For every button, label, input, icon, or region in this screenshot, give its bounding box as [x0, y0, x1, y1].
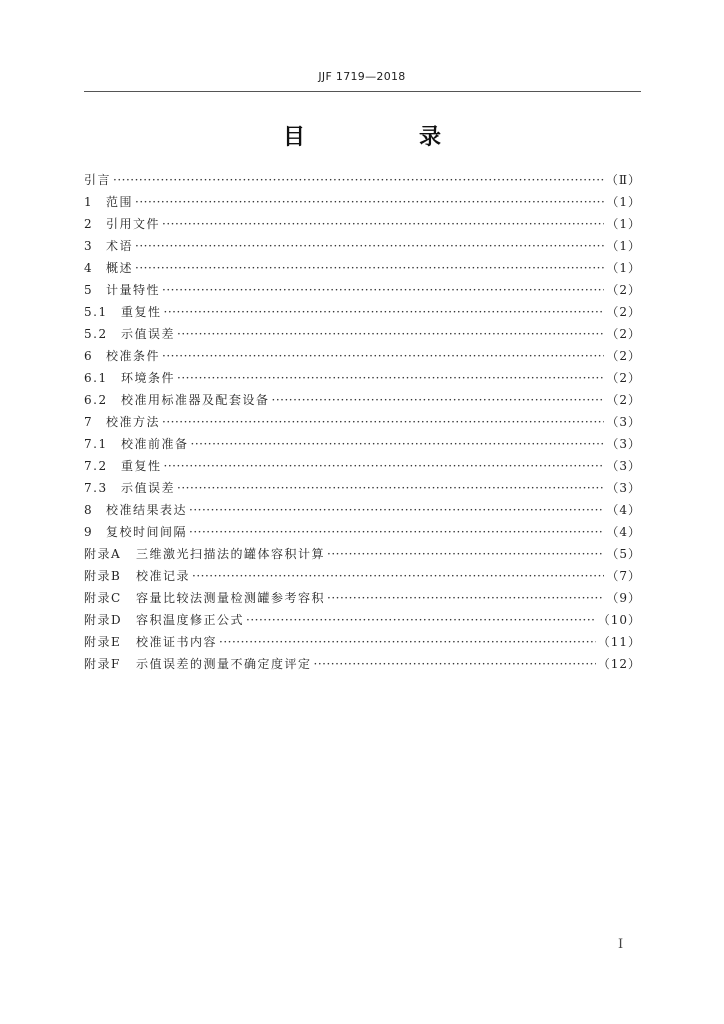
toc-leader: [327, 543, 604, 565]
toc-number: 4: [84, 261, 94, 275]
toc-number: 6.1: [84, 371, 108, 385]
toc-entry[interactable]: [84, 279, 641, 301]
toc-label: 容量比较法测量检测罐参考容积: [136, 591, 326, 605]
toc-entry[interactable]: [84, 433, 641, 455]
toc-page: （2）: [606, 371, 641, 385]
toc-page: （2）: [606, 283, 641, 297]
toc-entry[interactable]: [84, 565, 641, 587]
toc-label: 校准条件: [106, 349, 161, 363]
toc-entry[interactable]: [84, 301, 641, 323]
toc-page: （1）: [606, 261, 641, 275]
toc-entry[interactable]: [84, 257, 641, 279]
toc-label: 引言: [84, 173, 112, 187]
toc-label: 术语: [106, 239, 134, 253]
toc-leader: [272, 389, 605, 411]
toc-entry[interactable]: [84, 367, 641, 389]
toc-entry[interactable]: [84, 543, 641, 565]
toc-number: 1: [84, 195, 94, 209]
toc-entry[interactable]: [84, 213, 641, 235]
toc-label: 校准前准备: [121, 437, 189, 451]
toc-leader: [327, 587, 604, 609]
toc-leader: [135, 191, 604, 213]
toc-page: （2）: [606, 305, 641, 319]
toc-number: 附录C: [84, 591, 122, 605]
toc-number: 5.2: [84, 327, 108, 341]
toc-page: （3）: [606, 415, 641, 429]
toc-entry[interactable]: [84, 631, 641, 653]
toc-entry[interactable]: [84, 521, 641, 543]
standard-code: JJF 1719—2018: [318, 70, 406, 83]
toc-entry[interactable]: [84, 169, 641, 191]
toc-leader: [314, 653, 596, 675]
toc-entry[interactable]: [84, 345, 641, 367]
toc-number: 7.1: [84, 437, 108, 451]
toc-label: 校准证书内容: [136, 635, 218, 649]
toc-page: （2）: [606, 393, 641, 407]
toc-number: 6.2: [84, 393, 108, 407]
toc-page: （3）: [606, 459, 641, 473]
toc-leader: [192, 565, 604, 587]
toc-leader: [162, 213, 604, 235]
toc-leader: [177, 367, 604, 389]
toc-leader: [162, 411, 604, 433]
toc-page: （10）: [597, 613, 641, 627]
toc-leader: [189, 499, 604, 521]
toc-leader: [191, 433, 605, 455]
toc-page: （4）: [606, 525, 641, 539]
toc-label: 示值误差: [121, 327, 176, 341]
toc-number: 7.3: [84, 481, 108, 495]
toc-page: （11）: [597, 635, 641, 649]
toc-number: 附录D: [84, 613, 123, 627]
toc-number: 5: [84, 283, 94, 297]
toc-label: 环境条件: [121, 371, 176, 385]
toc-page: （7）: [606, 569, 641, 583]
toc-label: 校准用标准器及配套设备: [121, 393, 270, 407]
toc-entry[interactable]: [84, 389, 641, 411]
toc-label: 示值误差: [121, 481, 176, 495]
toc-entry[interactable]: [84, 411, 641, 433]
toc-label: 校准结果表达: [106, 503, 188, 517]
toc-leader: [164, 301, 605, 323]
toc-entry[interactable]: [84, 477, 641, 499]
toc-number: 附录A: [84, 547, 122, 561]
toc-label: 校准记录: [136, 569, 191, 583]
toc-page: （12）: [597, 657, 641, 671]
toc-entry[interactable]: [84, 653, 641, 675]
toc-number: 9: [84, 525, 94, 539]
toc-page: （9）: [606, 591, 641, 605]
toc-number: 7.2: [84, 459, 108, 473]
toc-number: 附录B: [84, 569, 122, 583]
toc-number: 8: [84, 503, 94, 517]
toc-page: （5）: [606, 547, 641, 561]
page-number: I: [618, 937, 624, 952]
toc-leader: [135, 235, 604, 257]
toc-page: （3）: [606, 437, 641, 451]
toc-label: 重复性: [121, 459, 162, 473]
toc-entry[interactable]: [84, 323, 641, 345]
toc-number: 3: [84, 239, 94, 253]
toc-page: （1）: [606, 217, 641, 231]
toc-leader: [177, 323, 604, 345]
toc-number: 2: [84, 217, 94, 231]
toc-label: 概述: [106, 261, 134, 275]
toc-page: （1）: [606, 239, 641, 253]
toc-label: 重复性: [121, 305, 162, 319]
toc-label: 引用文件: [106, 217, 161, 231]
page-title: 目 录: [282, 125, 487, 150]
toc-page: （Ⅱ）: [605, 173, 641, 187]
toc-entry[interactable]: [84, 235, 641, 257]
toc-entry[interactable]: [84, 191, 641, 213]
toc-label: 三维激光扫描法的罐体容积计算: [136, 547, 326, 561]
toc-leader: [113, 169, 604, 191]
toc-number: 6: [84, 349, 94, 363]
toc-label: 复校时间间隔: [106, 525, 188, 539]
toc-leader: [135, 257, 604, 279]
toc-number: 附录F: [84, 657, 121, 671]
table-of-contents: [84, 169, 641, 675]
toc-number: 5.1: [84, 305, 108, 319]
toc-page: （3）: [606, 481, 641, 495]
toc-page: （1）: [606, 195, 641, 209]
toc-leader: [162, 279, 604, 301]
toc-label: 范围: [106, 195, 134, 209]
toc-page: （4）: [606, 503, 641, 517]
toc-leader: [189, 521, 604, 543]
toc-label: 校准方法: [106, 415, 161, 429]
toc-number: 7: [84, 415, 94, 429]
header-rule: [84, 91, 641, 92]
toc-label: 计量特性: [106, 283, 161, 297]
toc-entry[interactable]: [84, 455, 641, 477]
toc-entry[interactable]: [84, 609, 641, 631]
toc-label: 容积温度修正公式: [136, 613, 245, 627]
toc-page: （2）: [606, 327, 641, 341]
toc-number: 附录E: [84, 635, 122, 649]
toc-leader: [162, 345, 604, 367]
toc-page: （2）: [606, 349, 641, 363]
toc-leader: [219, 631, 596, 653]
toc-leader: [177, 477, 604, 499]
toc-entry[interactable]: [84, 499, 641, 521]
toc-leader: [164, 455, 605, 477]
toc-label: 示值误差的测量不确定度评定: [136, 657, 312, 671]
toc-leader: [246, 609, 596, 631]
toc-entry[interactable]: [84, 587, 641, 609]
